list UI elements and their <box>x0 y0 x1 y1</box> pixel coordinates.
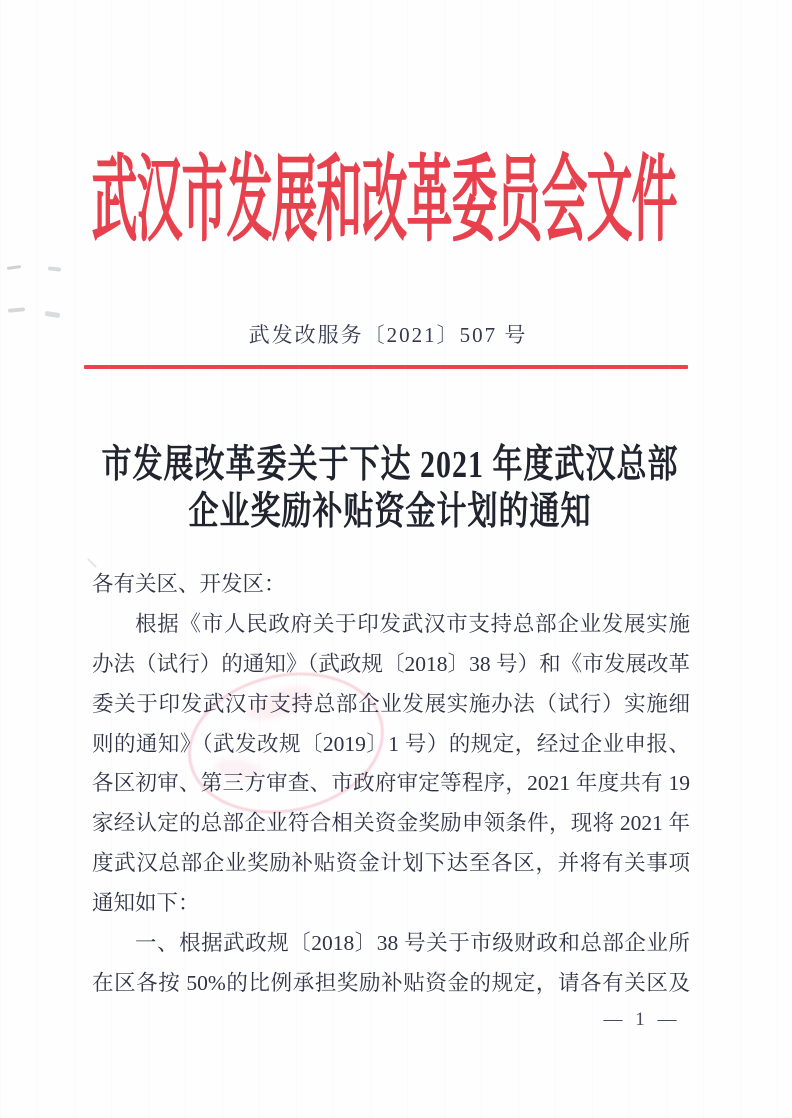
scan-artifact <box>7 265 21 270</box>
body-line: 家经认定的总部企业符合相关资金奖励申领条件，现将 2021 年 <box>92 811 690 836</box>
page-number: — 1 — <box>603 1009 681 1030</box>
scan-artifact <box>45 311 61 318</box>
scan-artifact <box>8 307 25 312</box>
body-line: 一、根据武政规〔2018〕38 号关于市级财政和总部企业所 <box>135 931 690 956</box>
scan-artifact <box>48 266 61 271</box>
agency-red-banner: 武汉市发展和改革委员会文件 <box>91 147 677 253</box>
body-line: 通知如下： <box>92 891 200 916</box>
document-title <box>76 441 704 536</box>
red-divider-line <box>84 365 688 369</box>
document-title-line2: 企业奖励补贴资金计划的通知 <box>188 490 592 534</box>
body-line: 则的通知》（武发改规〔2019〕1 号）的规定，经过企业申报、 <box>92 731 690 756</box>
body-line: 各区初审、第三方审查、市政府审定等程序，2021 年度共有 19 <box>92 771 690 796</box>
document-body <box>92 565 690 1004</box>
body-line: 度武汉总部企业奖励补贴资金计划下达至各区，并将有关事项 <box>92 851 690 876</box>
body-line: 根据《市人民政府关于印发武汉市支持总部企业发展实施 <box>135 611 690 636</box>
document-title-line1: 市发展改革委关于下达 2021 年度武汉总部 <box>101 443 679 486</box>
body-line-salutation: 各有关区、开发区： <box>92 572 286 596</box>
document-number: 武发改服务〔2021〕507 号 <box>248 323 528 347</box>
body-line: 委关于印发武汉市支持总部企业发展实施办法（试行）实施细 <box>92 691 690 716</box>
body-line: 在区各按 50%的比例承担奖励补贴资金的规定，请各有关区及 <box>92 970 690 995</box>
body-line: 办法（试行）的通知》（武政规〔2018〕38 号）和《市发展改革 <box>92 651 690 676</box>
